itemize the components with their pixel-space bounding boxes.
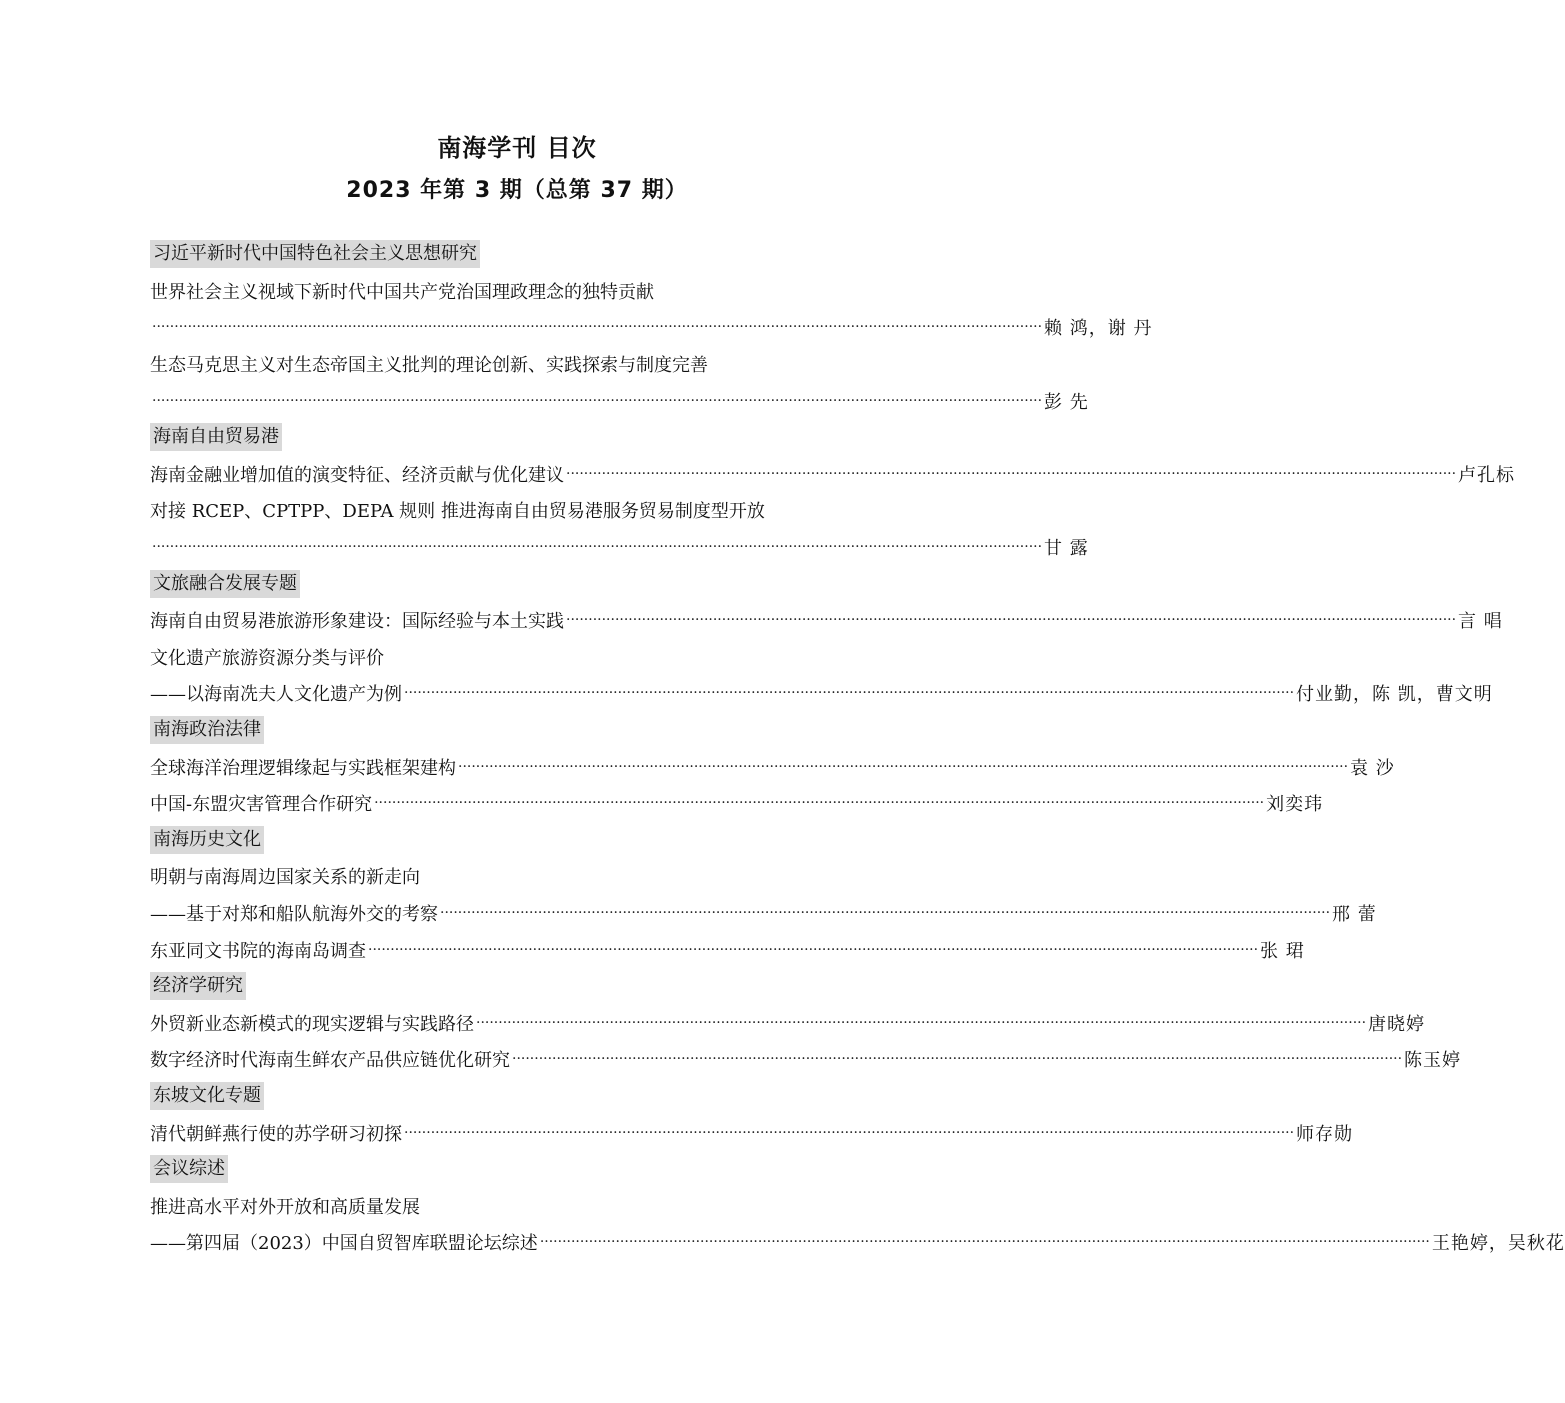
article-authors: 甘 露 [1044,538,1089,560]
article-title: 海南自由贸易港旅游形象建设：国际经验与本土实践 [150,611,564,633]
section-heading: 习近平新时代中国特色社会主义思想研究 [150,240,480,268]
dot-leader: ········································································································································································································ [152,539,1043,556]
dot-leader: ········································································································································································································ [374,795,1265,812]
toc-entry[interactable] [150,754,1395,780]
article-title: 全球海洋治理逻辑缘起与实践框架建构 [150,757,456,779]
article-title[interactable]: 文化遗产旅游资源分类与评价 [150,647,384,669]
toc-entry[interactable] [150,937,1305,963]
dot-leader: ········································································································································································································ [539,1234,1430,1251]
toc-entry[interactable] [150,1046,1462,1072]
dot-leader: ········································································································································································································ [404,685,1295,702]
article-authors: 邢 蕾 [1332,903,1377,925]
toc-entry[interactable] [150,1010,1426,1036]
article-authors: 付业勤，陈 凯，曹文明 [1296,684,1493,706]
article-subtitle: ——以海南冼夫人文化遗产为例 [150,684,402,706]
article-authors: 彭 先 [1044,391,1089,413]
article-subtitle: ——第四届（2023）中国自贸智库联盟论坛综述 [150,1233,538,1255]
article-authors: 唐晓婷 [1368,1013,1426,1035]
article-authors: 师存勋 [1296,1123,1354,1145]
article-title[interactable]: 推进高水平对外开放和高质量发展 [150,1196,420,1218]
dot-leader: ········································································································································································································ [440,904,1331,921]
table-of-contents [150,236,1565,1261]
article-authors: 卢孔标 [1458,464,1516,486]
toc-entry[interactable] [150,607,1503,633]
dot-leader: ········································································································································································································ [566,612,1457,629]
toc-entry[interactable] [150,790,1324,816]
article-authors: 王艳婷，吴秋花 [1431,1233,1565,1255]
article-authors: 赖 鸿，谢 丹 [1044,318,1153,340]
article-authors: 陈玉婷 [1404,1050,1462,1072]
dot-leader: ········································································································································································································ [404,1124,1295,1141]
dot-leader: ········································································································································································································ [368,941,1259,958]
article-title[interactable]: 生态马克思主义对生态帝国主义批判的理论创新、实践探索与制度完善 [150,355,708,377]
toc-entry[interactable] [150,1120,1354,1146]
article-title: 数字经济时代海南生鲜农产品供应链优化研究 [150,1050,510,1072]
toc-entry[interactable] [150,314,1153,340]
section-heading: 东坡文化专题 [150,1082,264,1110]
section-heading: 南海历史文化 [150,826,264,854]
article-title[interactable]: 世界社会主义视域下新时代中国共产党治国理政理念的独特贡献 [150,281,654,303]
toc-entry[interactable] [150,900,1377,926]
article-title: 东亚同文书院的海南岛调查 [150,940,366,962]
article-title[interactable]: 对接 RCEP、CPTPP、DEPA 规则 推进海南自由贸易港服务贸易制度型开放 [150,501,765,523]
issue-subtitle: 2023 年第 3 期（总第 37 期） [346,178,688,203]
article-title: 清代朝鲜燕行使的苏学研习初探 [150,1123,402,1145]
dot-leader: ········································································································································································································ [152,319,1043,336]
section-heading: 海南自由贸易港 [150,423,282,451]
toc-entry[interactable] [150,1229,1565,1255]
dot-leader: ········································································································································································································ [566,465,1457,482]
section-heading: 会议综述 [150,1155,228,1183]
article-title: 海南金融业增加值的演变特征、经济贡献与优化建议 [150,464,564,486]
article-authors: 刘奕玮 [1266,794,1324,816]
section-heading: 文旅融合发展专题 [150,570,300,598]
article-authors: 袁 沙 [1350,757,1395,779]
dot-leader: ········································································································································································································ [512,1051,1403,1068]
article-title[interactable]: 明朝与南海周边国家关系的新走向 [150,867,420,889]
article-title: 外贸新业态新模式的现实逻辑与实践路径 [150,1013,474,1035]
toc-entry[interactable] [150,388,1089,414]
dot-leader: ········································································································································································································ [476,1014,1367,1031]
article-title: 中国-东盟灾害管理合作研究 [150,794,373,816]
article-authors: 言 唱 [1458,611,1503,633]
toc-entry[interactable] [150,534,1089,560]
article-subtitle: ——基于对郑和船队航海外交的考察 [150,903,438,925]
section-heading: 南海政治法律 [150,716,264,744]
dot-leader: ········································································································································································································ [152,392,1043,409]
article-authors: 张 珺 [1260,940,1305,962]
toc-entry[interactable] [150,461,1516,487]
section-heading: 经济学研究 [150,972,246,1000]
toc-entry[interactable] [150,680,1493,706]
page-title: 南海学刊 目次 [437,134,597,162]
dot-leader: ········································································································································································································ [458,758,1349,775]
